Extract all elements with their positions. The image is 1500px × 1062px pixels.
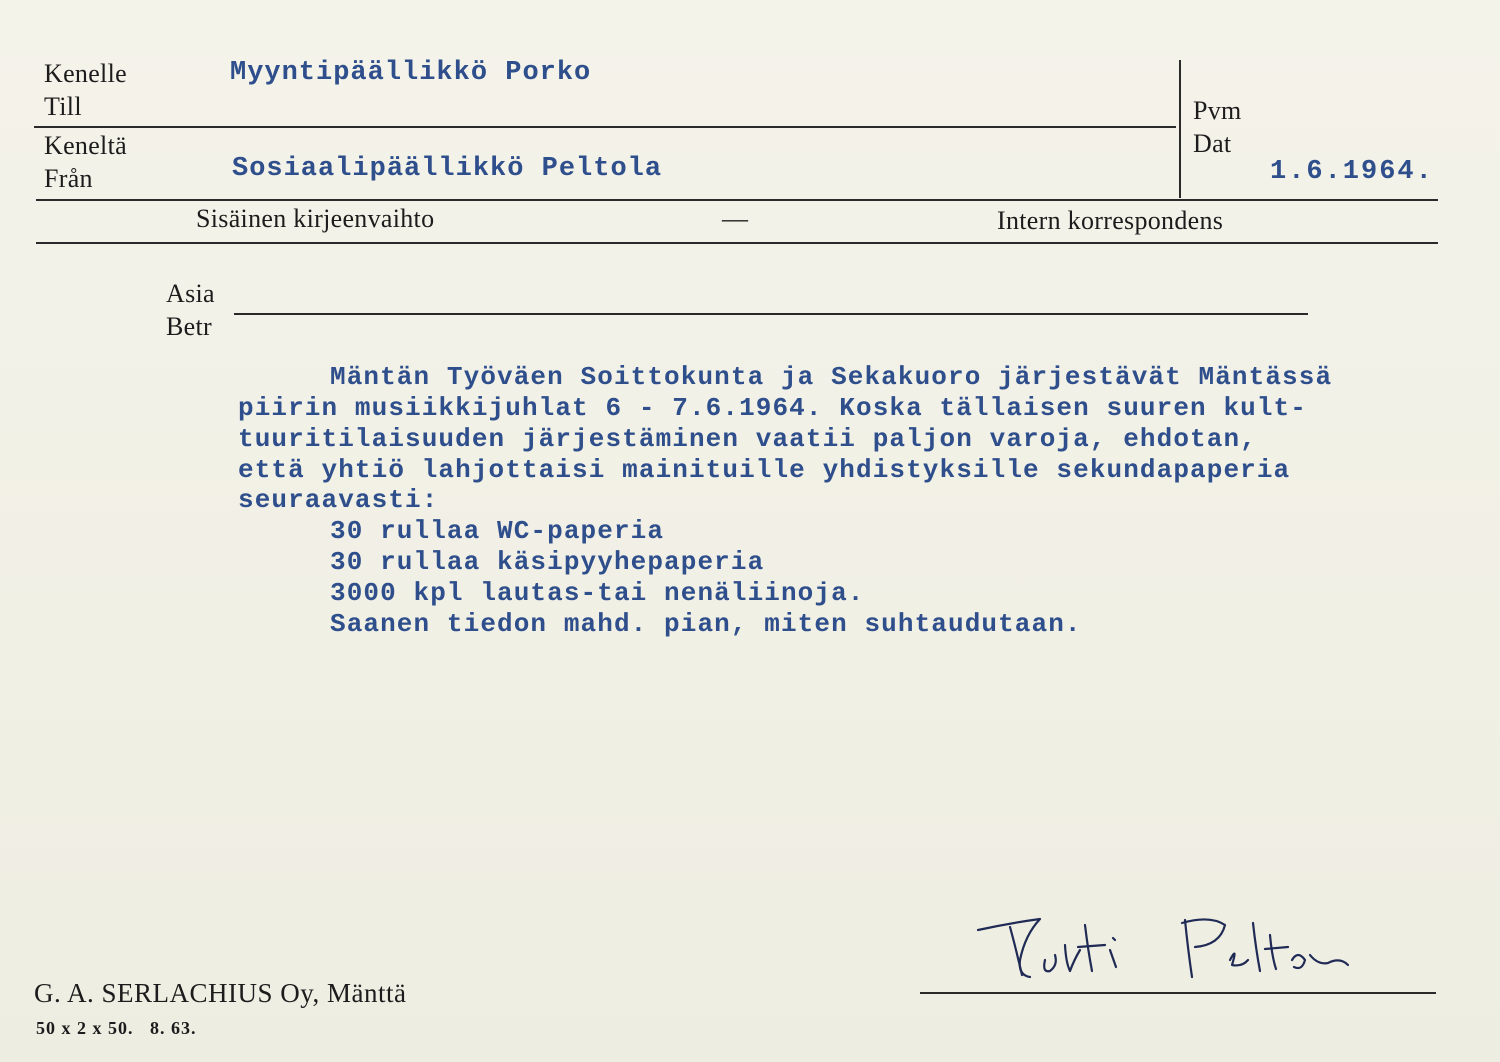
- list-item: 30 rullaa käsipyyhepaperia: [330, 547, 765, 577]
- header-bottom-line: [36, 199, 1438, 201]
- from-label-sv: Från: [44, 164, 93, 193]
- subject-label-fi: Asia: [166, 279, 215, 308]
- list-item: 30 rullaa WC-paperia: [330, 516, 665, 546]
- handwritten-signature: [970, 905, 1370, 995]
- banner-right: Intern korrespondens: [997, 206, 1224, 235]
- body-line: tuuritilaisuuden järjestäminen vaatii paljon varoja, ehdotan,: [238, 424, 1257, 454]
- subject-label-sv: Betr: [166, 312, 212, 341]
- body-line: seuraavasti:: [238, 485, 439, 515]
- signature-line: [920, 992, 1436, 994]
- to-label-sv: Till: [44, 92, 82, 121]
- print-code: 50 x 2 x 50. 8. 63.: [36, 1018, 197, 1038]
- date-label-sv: Dat: [1193, 129, 1232, 158]
- from-value: Sosiaalipäällikkö Peltola: [232, 154, 663, 184]
- to-value: Myyntipäällikkö Porko: [230, 58, 592, 88]
- body-line: että yhtiö lahjottaisi mainituille yhdistyksille sekundapaperia: [238, 455, 1291, 485]
- date-label-fi: Pvm: [1193, 96, 1242, 125]
- from-label-fi: Keneltä: [44, 131, 127, 160]
- date-value: 1.6.1964.: [1270, 157, 1434, 187]
- closing-line: Saanen tiedon mahd. pian, miten suhtaudutaan.: [330, 609, 1082, 639]
- to-label-fi: Kenelle: [44, 59, 127, 88]
- header-divider: [34, 126, 1176, 128]
- body-line: Mäntän Työväen Soittokunta ja Sekakuoro järjestävät Mäntässä: [330, 362, 1333, 392]
- company-imprint: G. A. SERLACHIUS Oy, Mänttä: [34, 978, 407, 1008]
- banner-dash: —: [722, 204, 749, 233]
- body-line: piirin musiikkijuhlat 6 - 7.6.1964. Koska tällaisen suuren kult-: [238, 393, 1307, 423]
- subject-line: [234, 313, 1308, 315]
- date-box-divider: [1179, 60, 1181, 198]
- list-item: 3000 kpl lautas-tai nenäliinoja.: [330, 578, 865, 608]
- banner-bottom-line: [36, 242, 1438, 244]
- banner-left: Sisäinen kirjeenvaihto: [196, 204, 435, 233]
